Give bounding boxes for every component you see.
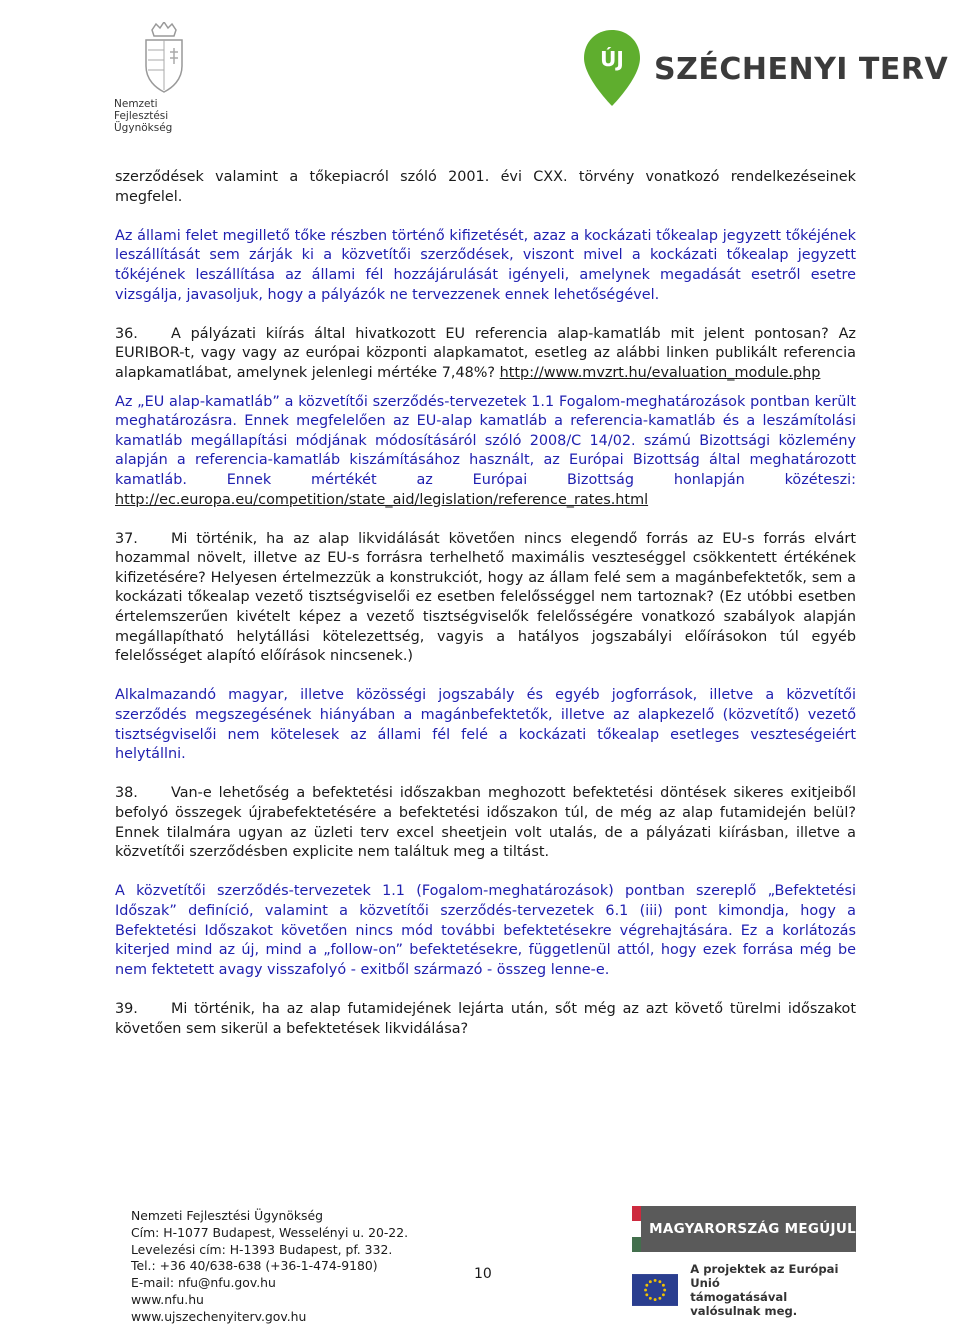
contact-address: Cím: H-1077 Budapest, Wesselényi u. 20-22. — [131, 1224, 409, 1240]
document-body — [115, 168, 856, 1059]
brand-name: SZÉCHENYI TERV — [654, 52, 949, 87]
question-38 — [115, 784, 856, 862]
contact-phone: Tel.: +36 40/638-638 (+36-1-474-9180) — [131, 1258, 378, 1274]
answer-36 — [115, 393, 856, 511]
question-number: 39. — [115, 1000, 138, 1017]
ec-europa-link[interactable]: http://ec.europa.eu/competition/state_aid/legislation/reference_rates.html — [115, 491, 649, 508]
answer-text: Az „EU alap-kamatláb” a közvetítői szerződés-tervezetek 1.1 Fogalom-meghatározások pontban került meghatározásra. Ennek megfelelően az EU-alap kamatláb a referencia-kamatláb és a leszámítolási kamatláb megállapítási módjának módosításáról szóló 2008/C 14/02. számú Bizottsági közlemény alapján a referencia-kamatláb kiszámításához használt, az Európai Bizottság által meghatározott kamatláb. Ennek mértékét az Európai Bizottság honlapján közéteszi: — [115, 393, 856, 488]
question-number: 37. — [115, 530, 138, 547]
question-39 — [115, 1000, 856, 1039]
contact-org: Nemzeti Fejlesztési Ügynökség — [131, 1208, 324, 1223]
answer-37: Alkalmazandó magyar, illetve közösségi jogszabály és egyéb jogforrások, illetve a közvetítői szerződés megszegésének hiányában a magánbefektetők, illetve az alapkezelő (közvetítő) vezető tisztségviselői nem kötelesek az állami fél felé a kockázati tőkealap esetleges veszteségeiért helytállni. — [115, 687, 856, 763]
eu-text-line2: támogatásával valósulnak meg. — [690, 1290, 798, 1318]
map-pin-icon — [582, 28, 642, 108]
question-text: Mi történik, ha az alap likvidálását követően nincs elegendő forrás az EU-s forrás elvárt hozammal növelt, illetve az EU-s forrásra terhelhető maximális veszteséggel csökkentett értékének kifizetésére? Helyesen értelmezzük a konstrukciót, hogy az állam felé sem a magánbefektetők, sem a kockázati tőkealap vezető tisztségviselői ez esetben felelősséggel nem tartoznak? (Ez utóbbi esetben értelemszerűen kivételt képez a vezető tisztségviselők felelősségére vonatkozó szabályok alapján megállapítható helytállási kötelezettség, vagyis a hatályos jogszabályi előírásokon túl egyéb felelősséget alapító előírások nincsenek.) — [115, 530, 856, 665]
question-36 — [115, 325, 856, 384]
question-text: Van-e lehetőség a befektetési időszakban meghozott befektetési döntések sikeres exitjeiből befolyó összegek újrabefektetésére a befektetési időszakon túl, de még az alap futamidején belül? Ennek tilalmára ugyan az üzleti terv excel sheetjein volt utalás, de a pályázati kiírásban, illetve a közvetítői szerződésben explicite nem találtuk meg a tiltást. — [115, 785, 856, 861]
pin-text: ÚJ — [600, 47, 624, 71]
eu-flag-icon — [632, 1270, 678, 1310]
contact-web-ujszechenyi[interactable]: www.ujszechenyiterv.gov.hu — [131, 1308, 307, 1324]
question-37 — [115, 530, 856, 667]
question-text: Mi történik, ha az alap futamidejének lejárta után, sőt még az azt követő türelmi időszakot követően sem sikerül a befektetések likvidálása? — [115, 1000, 856, 1037]
contact-web-nfu[interactable]: www.nfu.hu — [131, 1291, 204, 1307]
question-text: A pályázati kiírás által hivatkozott EU referencia alap-kamatláb mit jelent pontosan? Az EURIBOR-t, vagy vagy az európai központi alapkamatot, esetleg az alábbi linken publikált referencia alapkamatlábat, amelynek jelenlegi mértéke 7,48%? — [115, 325, 856, 381]
page-number: 10 — [474, 1266, 492, 1282]
answer-35-continued: Az állami felet megillető tőke részben történő kifizetését, azaz a kockázati tőkealap jegyzett tőkéjének leszállítását sem zárják ki a közvetítői szerződések, viszont mivel a kockázati tőkealap jegyzett tőkéjének leszállítása az állami fél hozzájárulását igényeli, amelynek megadását esetről esetre vizsgálja, javasoljuk, hogy a pályázók ne tervezzenek ennek lehetőségével. — [115, 227, 856, 303]
mvzrt-link[interactable]: http://www.mvzrt.hu/evaluation_module.php — [499, 364, 821, 381]
footer-logos — [632, 1206, 856, 1318]
footer-contact — [131, 1208, 408, 1326]
answer-38: A közvetítői szerződés-tervezetek 1.1 (Fogalom-meghatározások) pontban szereplő „Befektetési Időszak” definíció, valamint a közvetítői szerződés-tervezetek 6.1 (iii) pont kimondja, hogy a Befektetési Időszakot követően nincs mód további befektetésekre végrehajtására. Ez a korlátozás kiterjed mind az új, mind a „follow-on” befektetésekre, függetlenül attól, hogy ezek forrása még be nem fektetett avagy visszafolyó - exitből származó - összeg lenne-e. — [115, 883, 856, 978]
hungarian-coat-of-arms-icon — [134, 22, 194, 94]
nfu-logo — [108, 22, 220, 134]
banner-text: MAGYARORSZÁG MEGÚJUL — [649, 1221, 856, 1237]
nfu-name-line2: Fejlesztési Ügynökség — [114, 110, 173, 134]
hungarian-flag-icon — [632, 1206, 641, 1252]
eu-text-line1: A projektek az Európai Unió — [690, 1262, 839, 1290]
paragraph-intro: szerződések valamint a tőkepiacról szóló 2001. évi CXX. törvény vonatkozó rendelkezéseinek megfelel. — [115, 169, 856, 205]
contact-email[interactable]: E-mail: nfu@nfu.gov.hu — [131, 1275, 276, 1291]
question-number: 36. — [115, 325, 138, 342]
question-number: 38. — [115, 785, 138, 802]
contact-postal: Levelezési cím: H-1393 Budapest, pf. 332. — [131, 1241, 393, 1257]
nfu-name-line1: Nemzeti — [114, 98, 158, 110]
magyarorszag-megujul-banner — [632, 1206, 856, 1252]
